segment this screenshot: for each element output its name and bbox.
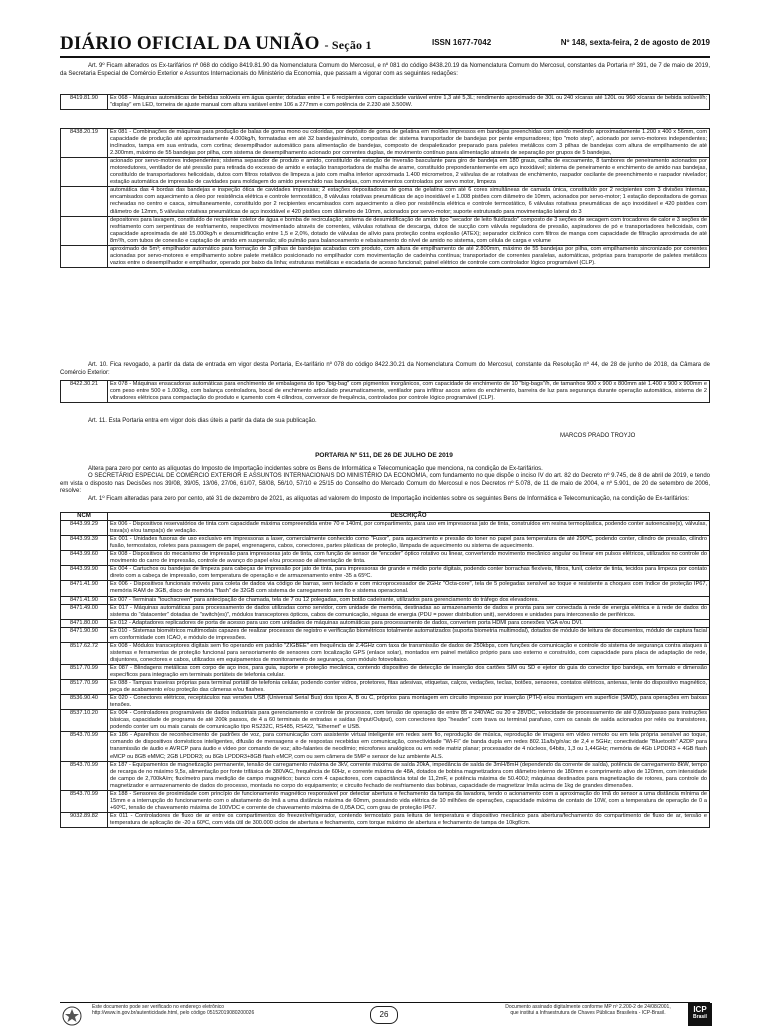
portaria-summary: Altera para zero por cento as alíquotas do Imposto de Importação incidentes sobre os Bens de Informática e Telecomunicação que menciona, na condição de Ex-tarifários.: [88, 466, 543, 472]
table-row: [61, 158, 710, 187]
ex-description: Ex 011 - Controladores de fluxo de ar entre os compartimentos do freezer/refrigerador, contendo termostato para leitura de temperatura e dispositivo mecânico para abertura/fechamento do compartimento de fluxo de ar, tensão e temperatura de aplicação de -20 a 60ºC, com vida útil de 300.000 ciclos de abertura e fechamento, com torque máximo de abertura e fechamento de tampa de 10kgf/cm.: [108, 812, 710, 827]
ex-description: Ex 001 - Unidades fusoras de uso exclusivo em impressoras a laser, comercialmente conhecido como "Fusor", para aquecimento e pressão do toner no papel para temperatura de até 290ºC, podendo conter, cilindro de pressão, cilindro fusão, termostatos, roletes para passagem de papel, engrenagens, cabos, conectores, partes plásticas de proteção, lâmpada de aquecimento ou sistema de aquecimento.: [108, 536, 710, 551]
ex-description: Ex 012 - Adaptadores replicadores de porta de acesso para uso com unidades de máquinas automáticas para processamento de dados, convertem porta HDMI para conexões VGA e/ou DVI.: [108, 619, 710, 627]
col-descricao: DESCRIÇÃO: [108, 513, 710, 521]
ncm-code: 8422.30.21: [61, 381, 108, 403]
table-row: [61, 695, 710, 710]
ncm-code: 8543.70.99: [61, 732, 108, 761]
ex-description: Ex 004 - Cartuchos ou bandejas de limpeza para cabeças de impressão por jato de tinta, para impressoras de grande e médio porte digitais, podendo conter borrachas flexíveis, filtros, funil, coletor de tinta, tecidos para limpeza por contato direto com a cabeça de impressão, com temperatura de operação e de armazenamento entre -35 a 65ºC.: [108, 566, 710, 581]
ex-description: Ex 187 - Equipamentos de magnetização permanente, tensão de carregamento máxima de 3kV, corrente máxima de saída 20kA, impedância de saída de 3mH/8mH (dependendo da corrente de saída), potência de carregamento 8kW, tempo de recarga de no máximo 9,5s, alimentação por fonte trifásica de 380VAC, frequência de 60Hz, e corrente máxima de 48A, dotados de bobina magnetizadora com diâmetro interno de 180mm e comprimento ativo de 120mm, com intensidade de campo de 2,700kA/m; fluxímetro para medição de campo magnético; banco com 4 capacitores, com capacitância total de 11,2mF, e potência máxima de 50.400J; máquinas destinados para magnetização de rotores, para controle do magnetizador e armazenamento de dados do processo, montada no corpo do equipamento; e circuito fechado de resfriamento das bobinas, capacidade de magnetizar ímãs acima de 1kg de grandes dimensões.: [108, 761, 710, 790]
article-11: Art. 11. Esta Portaria entra em vigor dois dias úteis a partir da data de sua publicação.: [88, 418, 317, 424]
article-10: Art. 10. Fica revogado, a partir da data de entrada em vigor desta Portaria, Ex-tarifário nº 078 do código 8422.30.21 da Nomenclatura Comum do Mercosul, constante da Resolução nº 44, de 28 de junho de 2018, da Câmara de Comércio Exterior:: [60, 362, 710, 376]
ncm-table-header: [61, 513, 710, 521]
footer-verification-line-1: Este documento pode ser verificado no endereço eletrônico: [92, 1004, 225, 1010]
table-row: [61, 216, 710, 245]
footer-signature-note: [498, 1004, 678, 1017]
table-row: [61, 187, 710, 216]
table-row: [61, 680, 710, 695]
ex-description: automática das 4 bordas das bandejas e inspeção ótica de cavidades impressas; 2 estações depositadoras de goma de gelatina com até 6 cores simultâneas de camada única, constituído por 2 recipientes com 3 divisões internas, encamisados com aquecimento a óleo por resistência elétrica e controle termostático, 8 válvulas rotativas pneumáticas de aço inoxidável e 1.008 pistões com diâmetro de 10mm, acionados por servo-motor; 1 estação depositadora de gomas recheadas no centro e casca, simultaneamente, constituído por 2 recipientes encamisados com aquecimento a óleo por resistência elétrica e controle termostático, 6 válvulas rotativas pneumáticas de aço inoxidável e 420 pistões com diâmetro de 12mm, 5 válvulas rotativas pneumáticas de aço inoxidável e 420 pistões com diâmetro de 10mm, acionados por servo-motor; suporte estruturado para movimentação lateral do 3: [108, 187, 710, 216]
ex-table-2: [60, 128, 710, 268]
ncm-code: 9032.89.82: [61, 812, 108, 827]
ex-description: depositores para lavagem, constituído de recipiente coletor de água e bomba de recirculação; sistema de desumidificação de amido tipo "secador de leito fluidizado" composto de 3 seções de secagem com trocadores de calor e 3 seções de resfriamento com serpentinas de resfriamento, respectivos movimentado através de correntes, válvulas rotativas de descarga, dutos de sucção com válvula reguladora de pressão, aspiradores de pó e transportadores helicoidais, com capacidade aproximada de até 15.000kg/h e desumidificação entre 1,5 e 2,0%, dotado de válvulas de alívio para proteção contra explosão (ATEX); separador ciclônico com filtros de manga com capacidade de filtração aproximada de até 8m³/h, com tubos de conexão e captação de amido em suspensão; silo pulmão para balanceamento e rebaixamento do nível de amido no sistema, com célula de carga e volume: [108, 216, 710, 245]
table-row: [61, 761, 710, 790]
icp-brasil-logo-icon: [688, 1003, 712, 1026]
table-row: [61, 245, 710, 267]
table-row: [61, 732, 710, 761]
ex-description: Ex 007 - Terminais "touchscreen" para antecipação de chamada, tela de 7 ou 12 polegadas, com botão cadeirante, utilizados para gerenciamento do tráfego dos elevadores.: [108, 596, 710, 604]
ncm-code: 8443.99.39: [61, 536, 108, 551]
table-row: [61, 521, 710, 536]
ex-description: Ex 188 - Sensores de proximidade com princípio de funcionamento magnético responsável por detectar abertura e fechamento da tampa da lavadora, tendo o acionamento com a aproximação do ímã do sensor a uma distância mínima de 15mm e a interrupção do funcionamento com o afastamento do ímã a uma distância máxima de 60mm, possuindo vida elétrica de 10 milhões de operações, capacidade máxima de contato de 10W, com a temperatura de operação de 0 a +60ºC, tensão de chaveamento máxima de 100VDC e corrente de chaveamento máxima de 0,05A DC, com grau de proteção IP67.: [108, 790, 710, 812]
ex-table-1: [60, 94, 710, 110]
ncm-code: 8471.41.90: [61, 581, 108, 596]
footer-signature-line-2: que institui a Infraestrutura de Chaves Públicas Brasileira - ICP-Brasil.: [510, 1010, 666, 1017]
header-divider: [60, 56, 710, 58]
icp-logo-text: ICP: [693, 1005, 707, 1014]
table-row: [61, 381, 710, 403]
table-row: [61, 129, 710, 158]
ex-description: Ex 004 - Controladores programáveis de dados industriais para gerenciamento e controle de processos, com tensão de operação de entre 85 e 240VAC ou 20 e 28VDC, velocidade de processamento de até 0,60us/passo para instruções básicas, capacidade de programa de até 200k passos, de 4 a 60 terminais de entradas e saídas (Input/Output), com conectores tipo "header" com trava ou terminal parafuso, com os canais de saída acionados por relés ou transistores, podendo conter um ou mais canais de comunicação tipo RS232C, RS485, RS422, "Ethernet" e USB.: [108, 710, 710, 732]
ex-description: Ex 186 - Aparelhos de reconhecimento de padrões de voz, para comunicação com assistente virtual inteligente em redes sem fio, reprodução de música, reprodução de imagens em vídeo remoto ou em tela própria sensível ao toque, comando de dispositivos domésticos inteligentes, difusão de mensagens e de respostas recebidas em comunicação, conectividade "Wi-Fi" de banda dupla em redes 802.11a/b/g/n/ac de 2,4 e 5GHz; conectividade "Bluetooth" A2DP para transmissão de áudio e AVRCP para áudio e vídeo por comando de voz; alto-falantes de neodímio; microfones analógicos ou em rede matriz planar; processador de 4 núcleos, 64bits, 1,3 ou 1,44GHz; memória de 4Gb LPDDR3 + 4GB flash eMCP ou 8GB eMMC; 2GB LPDDR3; ou 8Gb LPDDR3+8GB flash eMCP, com ou sem câmera de 5MP e sensor de luz ambiente ALS.: [108, 732, 710, 761]
table-row: [61, 596, 710, 604]
ncm-code: 8471.49.00: [61, 604, 108, 619]
ex-description: Ex 010 - Sistemas biométricos multimodais capazes de realizar processos de registro e verificação biométricos totalmente automatizados (suporta biometria multimodal), dotados de módulo de leitura de documentos, módulo de captura facial em conformidade com ICAO, e módulo de impressões.: [108, 627, 710, 642]
section-label: - Seção 1: [324, 38, 372, 52]
table-row: [61, 710, 710, 732]
journal-title: [60, 33, 372, 55]
ex-description: Ex 078 - Máquinas ensacadoras automáticas para enchimento de embalagens do tipo "big-bag" com pigmentos inorgânicos, com capacidade de enchimento de 10 "big-bags"/h, de tamanhos 900 x 900 x 800mm até 1.400 x 900 x 900mm e com peso entre 500 e 1.000kg, com balança controladora, bocal de enchimento articulado pneumaticamente, ventilador para infiltrar ascos antes do enchimento, barreira de luz para segurança durante operação automática, sistema de 2 vibradores elétricos para compactação do produto e içamento com 4 cilindros, conversor de frequência, controlados por controle lógico programável (CLP).: [108, 381, 710, 403]
ncm-code: [61, 216, 108, 245]
ex-description: Ex 006 - Dispositivos reservatórios de tinta com capacidade máxima compreendida entre 70 e 140ml, por compartimento, para uso em impressoras jato de tinta, construídos em resina termoplástica, podendo conter autoencaixe(s), válvulas, trava(s) e/ou tampa(s) de vedação.: [108, 521, 710, 536]
portaria-article-1: Art. 1º Ficam alteradas para zero por cento, até 31 de dezembro de 2021, as alíquotas ad valorem do Imposto de Importação incidentes sobre os seguintes Bens de Informática e Telecomunicação, na condição de Ex-tarifários:: [88, 496, 690, 502]
ex-description: Ex 087 - Blindagens metálicas com corpo de aço inox, para guia, suporte e proteção mecânica, contendo dispositivo de detecção de inserção dos cartões SIM ou SD e ejetor do guia do conector tipo bandeja, em formato e dimensão específicos para integração em terminais portáteis de telefonia celular.: [108, 664, 710, 679]
table-row: [61, 604, 710, 619]
ex-description: Ex 006 - Dispositivos funcionais móveis para coleta de dados via código de barras, sem teclado e com microprocessador de 2GHz "Octa-core", tela de 5 polegadas sensível ao toque e resistente a choques com índice de proteção IP67, memória RAM de 3GB, disco de memória "flash" de 32GB com sistema de carregamento sem fio e sistema operacional.: [108, 581, 710, 596]
ncm-code: 8443.99.90: [61, 566, 108, 581]
footer-signature-line-1: Documento assinado digitalmente conforme MP nº 2.200-2 de 24/08/2001,: [505, 1004, 671, 1010]
table-row: [61, 95, 710, 110]
table-row: [61, 627, 710, 642]
footer-divider: [60, 1002, 710, 1003]
ex-description: Ex 008 - Módulos transceptores digitais sem fio operando em padrão "ZIGBEE" em frequência de 2.4GHz com taxa de transmissão de dados de 250kbps, com funções de comunicação e controle do sistema de segurança contra ataques à sistemas e ferramentas de proteção funcional para sensoriamento de sensores com localização GPS (enlace solar), montados em painel metálico próprio para uso externo e construído, com capacidade para placa de adaptação de rede, disjuntores, conectores e cabos, utilizados em equipamentos de monitoramento de segurança, com módulo fotovoltaico.: [108, 642, 710, 664]
ncm-code: 8543.70.99: [61, 761, 108, 790]
ex-description: Ex 088 - Tampas traseiras próprias para terminal portátil de telefonia celular, podendo conter vidros, protetores, fitas adesivas, etiquetas, calços, vedações, teclas, botões, sensores, contatos elétricos, antenas, lente do dispositivo magnético, peça de acabamento e/ou proteção das câmeras e/ou flashes.: [108, 680, 710, 695]
table-row: [61, 790, 710, 812]
ncm-code: [61, 158, 108, 187]
coat-of-arms-icon: [62, 1006, 82, 1026]
ncm-code: 8438.20.19: [61, 129, 108, 158]
ncm-code: 8443.99.60: [61, 551, 108, 566]
footer-verification-line-2: http://www.in.gov.br/autenticidade.html, pelo código 05152019080200026: [92, 1010, 255, 1017]
ncm-code: 8471.90.90: [61, 627, 108, 642]
table-row: [61, 581, 710, 596]
icp-logo-subtext: Brasil: [693, 1014, 707, 1020]
table-row: [61, 642, 710, 664]
ncm-code: 8517.62.72: [61, 642, 108, 664]
col-ncm: NCM: [61, 513, 108, 521]
signature: MARCOS PRADO TROYJO: [560, 433, 636, 439]
ex-description: Ex 017 - Máquinas automáticas para processamento de dados utilizadas como servidor, com unidade de memória, destinadas ao armazenamento de dados e pronta para ser conectada à rede de energia elétrica e à rede de dados do sistema do "datacenter" dotadas de "switch(es)", módulos transceptores ópticos, cabos de comunicação, réguas de energia (PDU = power distribution unit), servidores e unidades para interconexão de periféricos.: [108, 604, 710, 619]
ncm-code: [61, 187, 108, 216]
ex-description: Ex 008 - Dispositivos do mecanismo de impressão para impressoras jato de tinta, com função de sensor de "encoder" óptico rotativo ou linear, convertendo movimento mecânico angular ou linear em pulsos elétricos, utilizados no controle do movimento do carro de impressão, controle de avanço do papel e/ou processo de alimentação de tinta.: [108, 551, 710, 566]
ex-description: Ex 081 - Combinações de máquinas para produção de balas de goma mono ou coloridas, por depósito de goma de gelatina em moldes impressos em bandejas preenchidas com amido medindo aproximadamente 1.200 x 400 x 56mm, com capacidade de produção até aproximadamente 4.000kg/h, formatadas em até 32 bandejas/minuto, compostas de: sistema transportador de bandejas por pente empurradores; tipo "moto step", acionado por servo-motores independentes; inclinados, tampa em sua entrada, com cortina; desempilhador automático para alimentação de bandejas, composto de despaletizador preparado para paletes metálicos com 3 pilhas de bandejas com altura de empilhamento de até 2.300mm, máximo de 55 bandejas por pilha, com sistema de desempilhamento acionado por correntes duplas, de movimento contínuo para alimentação através de separação por grupos de 5 bandejas,: [108, 129, 710, 158]
ncm-code: 8536.90.40: [61, 695, 108, 710]
page-header: [60, 33, 710, 55]
issue-date: Nº 148, sexta-feira, 2 de agosto de 2019: [560, 38, 710, 47]
ex-table-3: [60, 380, 710, 403]
table-row: [61, 551, 710, 566]
ncm-code: 8537.10.20: [61, 710, 108, 732]
footer-verification: [92, 1004, 254, 1017]
ex-description: aproximado de 5m³; empilhador automático para formação de 3 pilhas de bandejas acabadas com produto, com altura de empilhamento de até 2.800mm, máximo de 55 bandejas por pilha, com empilhamento sincronizado por correntes acionadas por servo-motores e empilhamento sobre palete metálico posicionado no empilhador com movimentação de cadeinha contínua; transportador de correntes paralelas, automáticas, próprias para transporte de paletes metálicos vazios entre o desempilhador e empilhador, operado por baixo da linha; estruturas metálicas e escadaria de acesso funcional; painel elétrico de controle com controlador lógico programável (CLP).: [108, 245, 710, 267]
issn: ISSN 1677-7042: [432, 38, 492, 47]
journal-name: DIÁRIO OFICIAL DA UNIÃO: [60, 33, 320, 54]
ncm-code: 8471.80.00: [61, 619, 108, 627]
ncm-code: 8443.99.29: [61, 521, 108, 536]
article-9: Art. 9º Ficam alterados os Ex-tarifários nº 068 do código 8419.81.90 da Nomenclatura Comum do Mercosul, e nº 081 do código 8438.20.19 da Nomenclatura Comum do Mercosul, constantes da Portaria nº 391, de 7 de maio de 2019, da Secretaria Especial de Comércio Exterior e Assuntos Internacionais do Ministério da Economia, que passam a vigorar com as seguintes redações:: [60, 63, 710, 77]
ncm-code: 8517.70.99: [61, 680, 108, 695]
ncm-code: 8543.70.99: [61, 790, 108, 812]
ncm-table: [60, 512, 710, 828]
page-number: 26: [370, 1006, 398, 1024]
table-row: [61, 566, 710, 581]
portaria-preamble: O SECRETÁRIO ESPECIAL DE COMÉRCIO EXTERIOR E ASSUNTOS INTERNACIONAIS DO MINISTÉRIO DA ECONOMIA, com fundamento no que dispõe o inciso IV do art. 82 do Decreto nº 9.745, de 8 de abril de 2019, e tendo em vista o disposto nas Decisões nos 39/08, 39/05, 13/06, 27/06, 61/07, 58/08, 56/10, 57/10 e 25/15 do Conselho do Mercado Comum do Mercosul e nos Decretos nº 5.078, de 11 de maio de 2004, e nº 5.901, de 20 de setembro de 2006, resolve:: [60, 473, 710, 495]
ncm-code: 8471.41.90: [61, 596, 108, 604]
table-row: [61, 664, 710, 679]
ncm-code: 8419.81.90: [61, 95, 108, 110]
portaria-title: PORTARIA Nº 511, DE 26 DE JULHO DE 2019: [315, 452, 453, 459]
ex-description: acionado por servo-motores independentes; sistema separador de produto e amido, constituído de estação de inversão basculante para giro de bandeja em 180 graus, calha de escoamento, 8 tambores de peneiramento acionados por motoredutores, ventilador de até pressão para retirada do excesso de amido e estação transportadora de malha de arame, constituído preponderantemente em aço inoxidável; sistema de peneiramento e enchimento de amido nas bandejas, constituído de transportadores helicoidais, dutos com filtros rotativos de limpeza a jato com malha inferior aproximada 1.400 micrometros, 2 válvulas de ar rotativas de enchimento, raspador oscilante de preenchimento e raspador nivelador; estação automática de impressão de cavidades para moldagem do amido preenchido nas bandejas, com movimentos controlados por servo motor, limpeza: [108, 158, 710, 187]
ex-description: Ex 020 - Conectores elétricos, receptáculos nas versões USB (Universal Serial Bus) dos tipos A, B ou C, próprios para montagem em circuito impresso por inserção (PTH) e/ou montagem em superfície (SMD), para operações em baixas tensões.: [108, 695, 710, 710]
table-row: [61, 619, 710, 627]
ncm-code: 8517.70.99: [61, 664, 108, 679]
table-row: [61, 812, 710, 827]
ncm-code: [61, 245, 108, 267]
ex-description: Ex 068 - Máquinas automáticas de bebidas solúveis em água quente; dotadas entre 1 e 6 recipientes com capacidade variável entre 1,3 até 5,3L; rendimento aproximado de 30L ou 240 xícaras até 120L ou 960 xícaras de bebida solúvel/h; "display" em LED, torneira de ajuste manual com altura variável entre 106 a 277mm e com potência de 2.230 até 3.500W.: [108, 95, 710, 110]
table-row: [61, 536, 710, 551]
